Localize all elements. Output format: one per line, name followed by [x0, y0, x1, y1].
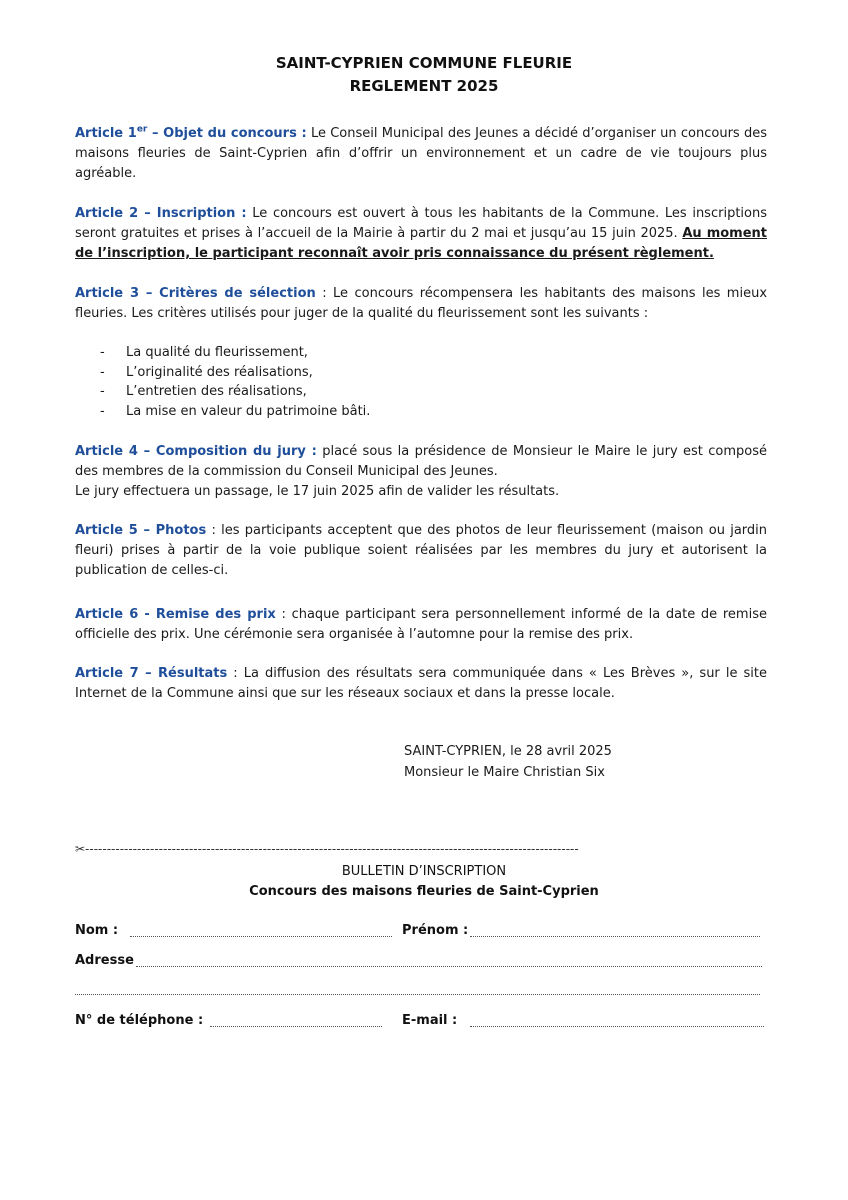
- article-7-label: Article 7 – Résultats: [75, 666, 228, 681]
- article-5-label: Article 5 – Photos: [75, 523, 207, 538]
- article-6: [75, 605, 767, 645]
- scissors-cut-line: ✂------------------------------------------------------------------------------------------------------------------: [75, 842, 579, 856]
- article-5: [75, 521, 767, 581]
- signature-place-date: SAINT-CYPRIEN, le 28 avril 2025: [404, 744, 612, 759]
- list-item: - La mise en valeur du patrimoine bâti.: [100, 402, 370, 422]
- form-subtitle: Concours des maisons fleuries de Saint-Cyprien: [249, 884, 599, 899]
- criteria-list: [100, 343, 370, 421]
- article-2: [75, 204, 767, 264]
- article-6-label: Article 6 - Remise des prix: [75, 607, 276, 622]
- telephone-label: N° de téléphone :: [75, 1013, 204, 1028]
- list-item: - L’originalité des réalisations,: [100, 363, 370, 383]
- nom-label: Nom :: [75, 923, 119, 938]
- list-item: - La qualité du fleurissement,: [100, 343, 370, 363]
- article-1: [75, 124, 767, 184]
- article-1-text: Le Conseil Municipal des Jeunes a décidé d’organiser un concours des maisons fleuries de Saint-Cyprien afin d’offrir un environnement et un cadre de vie toujours plus agréable.: [75, 126, 767, 181]
- nom-field[interactable]: [130, 926, 392, 937]
- article-7: [75, 664, 767, 704]
- adresse-label: Adresse: [75, 953, 134, 968]
- article-4: [75, 442, 767, 502]
- article-5-text: : les participants acceptent que des photos de leur fleurissement (maison ou jardin fleuri) prises à partir de la voie publique soient réalisées par les membres du jury et autorisent la publication de celles-ci.: [75, 523, 768, 578]
- article-3-label: Article 3 – Critères de sélection: [75, 286, 316, 301]
- adresse-field[interactable]: [136, 956, 762, 967]
- adresse-field-line-2[interactable]: [75, 984, 760, 995]
- list-item: - L’entretien des réalisations,: [100, 382, 370, 402]
- article-1-label: Article 1er – Objet du concours :: [75, 124, 307, 141]
- article-3: [75, 284, 767, 324]
- article-4-label: Article 4 – Composition du jury :: [75, 444, 317, 459]
- article-2-emphasis: Au moment de l’inscription, le participant reconnaît avoir pris connaissance du présent règlement.: [75, 226, 767, 261]
- article-4-text-2: Le jury effectuera un passage, le 17 juin 2025 afin de valider les résultats.: [75, 484, 560, 499]
- article-7-text: : La diffusion des résultats sera communiquée dans « Les Brèves », sur le site Internet de la Commune ainsi que sur les réseaux sociaux et dans la presse locale.: [75, 666, 767, 701]
- document-subtitle: REGLEMENT 2025: [349, 77, 499, 95]
- form-title: BULLETIN D’INSCRIPTION: [341, 864, 507, 879]
- prenom-label: Prénom :: [402, 923, 469, 938]
- prenom-field[interactable]: [470, 926, 760, 937]
- email-field[interactable]: [470, 1016, 764, 1027]
- telephone-field[interactable]: [210, 1016, 382, 1027]
- article-4-text: placé sous la présidence de Monsieur le Maire le jury est composé des membres de la commission du Conseil Municipal des Jeunes.: [75, 444, 768, 479]
- article-2-label: Article 2 – Inscription :: [75, 206, 247, 221]
- article-2-text: Le concours est ouvert à tous les habitants de la Commune. Les inscriptions seront gratuites et prises à l’accueil de la Mairie à partir du 2 mai et jusqu’au 15 juin 2025.: [75, 206, 767, 241]
- article-6-text: : chaque participant sera personnellement informé de la date de remise officielle des prix. Une cérémonie sera organisée à l’automne pour la remise des prix.: [75, 607, 767, 642]
- document-title: SAINT-CYPRIEN COMMUNE FLEURIE: [275, 54, 573, 72]
- signature-signer: Monsieur le Maire Christian Six: [404, 765, 605, 780]
- email-label: E-mail :: [402, 1013, 458, 1028]
- article-3-text: : Le concours récompensera les habitants des maisons les mieux fleuries. Les critères utilisés pour juger de la qualité du fleurissement sont les suivants :: [75, 286, 768, 321]
